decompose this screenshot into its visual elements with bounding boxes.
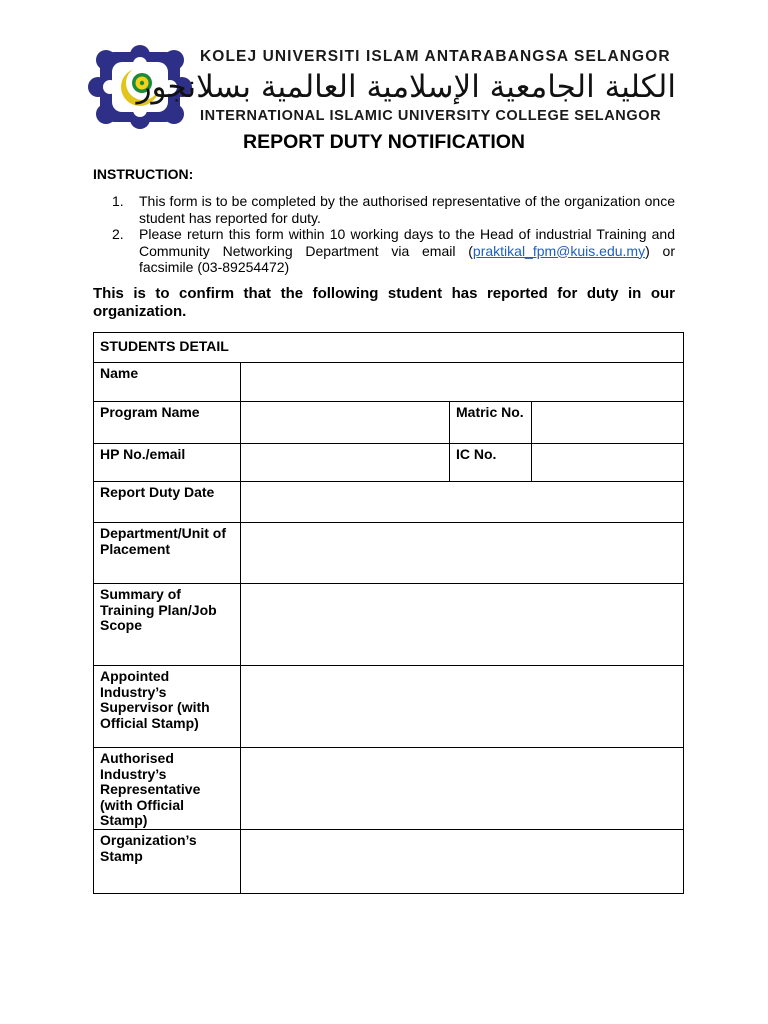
label-summary: Summary of Training Plan/Job Scope <box>94 584 241 666</box>
label-ic-no: IC No. <box>450 444 532 482</box>
label-program-name: Program Name <box>94 402 241 444</box>
instruction-text-after: ) or facsimile (03-89254472) <box>139 242 675 275</box>
label-supervisor: Appointed Industry’s Supervisor (with Official Stamp) <box>94 666 241 748</box>
field-ic-no[interactable] <box>532 444 684 482</box>
field-summary[interactable] <box>241 584 684 666</box>
instruction-list <box>112 193 675 276</box>
college-name-english: INTERNATIONAL ISLAMIC UNIVERSITY COLLEGE SELANGOR <box>200 108 662 124</box>
instruction-text: This form is to be completed by the authorised representative of the organization once student has reported for duty. <box>139 193 675 226</box>
instruction-number: 2. <box>112 226 124 242</box>
instruction-label: INSTRUCTION: <box>93 166 194 182</box>
letterhead <box>92 46 682 128</box>
instruction-item <box>112 226 675 276</box>
college-name-arabic: الكلية الجامعية الإسلامية العالمية بسلانجور <box>136 69 676 105</box>
email-link[interactable]: praktikal_fpm@kuis.edu.my <box>472 242 646 259</box>
field-matric-no[interactable] <box>532 402 684 444</box>
student-detail-form <box>93 332 684 894</box>
field-representative[interactable] <box>241 748 684 830</box>
label-department-unit: Department/Unit of Placement <box>94 523 241 584</box>
confirmation-statement: This is to confirm that the following student has reported for duty in our organization. <box>93 285 675 320</box>
label-representative: Authorised Industry’s Representative (with Official Stamp) <box>94 748 241 830</box>
instruction-item <box>112 193 675 226</box>
label-matric-no: Matric No. <box>450 402 532 444</box>
section-header: STUDENTS DETAIL <box>94 333 684 363</box>
label-name: Name <box>94 363 241 402</box>
label-org-stamp: Organization’s Stamp <box>94 830 241 894</box>
instruction-text <box>139 226 675 276</box>
label-report-duty-date: Report Duty Date <box>94 482 241 523</box>
field-org-stamp[interactable] <box>241 830 684 894</box>
page-title: REPORT DUTY NOTIFICATION <box>242 131 526 153</box>
field-department-unit[interactable] <box>241 523 684 584</box>
field-report-duty-date[interactable] <box>241 482 684 523</box>
label-hp-email: HP No./email <box>94 444 241 482</box>
instruction-number: 1. <box>112 193 124 209</box>
field-hp-email[interactable] <box>241 444 450 482</box>
field-name[interactable] <box>241 363 684 402</box>
field-supervisor[interactable] <box>241 666 684 748</box>
college-name-malay: KOLEJ UNIVERSITI ISLAM ANTARABANGSA SELANGOR <box>200 48 671 65</box>
field-program-name[interactable] <box>241 402 450 444</box>
instruction-text-before: Please return this form within 10 working days to the Head of industrial Training and Community Networking Department via email ( <box>139 226 675 259</box>
